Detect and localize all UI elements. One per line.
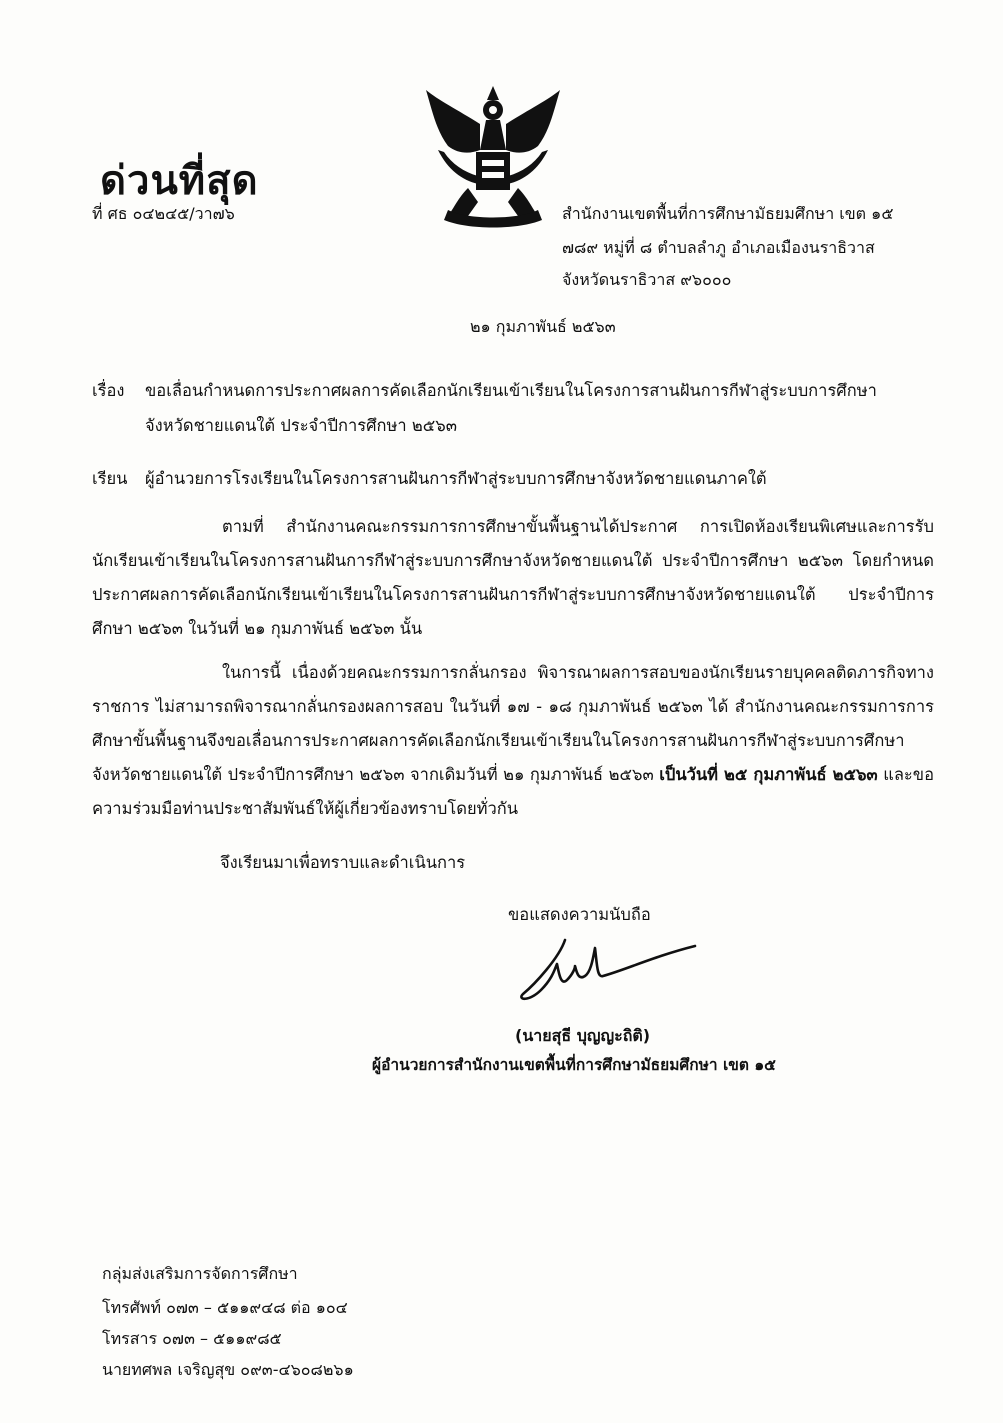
sender-address-line: จังหวัดนราธิวาส ๙๖๐๐๐ xyxy=(562,270,732,289)
new-date-highlight: เป็นวันที่ ๒๕ กุมภาพันธ์ ๒๕๖๓ xyxy=(659,765,878,784)
urgency-stamp: ด่วนที่สุด xyxy=(100,158,259,204)
footer-fax: โทรสาร ๐๗๓ – ๕๑๑๙๘๕ xyxy=(102,1329,282,1348)
subject-label: เรื่อง xyxy=(92,381,125,400)
sender-address-line: ๗๘๙ หมู่ที่ ๘ ตำบลลำภู อำเภอเมืองนราธิวาส xyxy=(562,238,875,257)
recipient-text: ผู้อำนวยการโรงเรียนในโครงการสานฝันการกีฬาสู่ระบบการศึกษาจังหวัดชายแดนภาคใต้ xyxy=(145,469,767,488)
footer-contact: นายทศพล เจริญสุข ๐๙๓-๔๖๐๘๒๖๑ xyxy=(102,1360,354,1379)
paragraph-2-text: ในการนี้ เนื่องด้วยคณะกรรมการกลั่นกรอง พิจารณาผลการสอบของนักเรียนรายบุคคลติดภารกิจทางราชการ ไม่สามารถพิจารณากลั่นกรองผลการสอบ ในวันที่ ๑๗ - ๑๘ กุมภาพันธ์ ๒๕๖๓ ได้ สำนักงานคณะกรรมการการศึกษาขั้นพื้นฐานจึงขอเลื่อนการประกาศผลการคัดเลือกนักเรียนเข้าเรียนในโครงการสานฝันการกีฬาสู่ระบบการศึกษาจังหวัดชายแดนใต้ ประจำปีการศึกษา ๒๕๖๓ จากเดิมวันที่ ๒๑ กุมภาพันธ์ ๒๕๖๓ xyxy=(92,663,934,784)
recipient-label: เรียน xyxy=(92,469,128,488)
footer-phone: โทรศัพท์ ๐๗๓ – ๕๑๑๙๔๘ ต่อ ๑๐๔ xyxy=(102,1298,348,1317)
closing-line: จึงเรียนมาเพื่อทราบและดำเนินการ xyxy=(220,853,466,872)
subject-line: จังหวัดชายแดนใต้ ประจำปีการศึกษา ๒๕๖๓ xyxy=(145,416,458,435)
signatory-position: ผู้อำนวยการสำนักงานเขตพื้นที่การศึกษามัธยมศึกษา เขต ๑๕ xyxy=(372,1056,776,1074)
handwritten-signature xyxy=(515,928,700,1003)
subject-line: ขอเลื่อนกำหนดการประกาศผลการคัดเลือกนักเรียนเข้าเรียนในโครงการสานฝันการกีฬาสู่ระบบการศึกษา xyxy=(145,381,877,400)
body-paragraph-2 xyxy=(92,656,934,826)
footer-department: กลุ่มส่งเสริมการจัดการศึกษา xyxy=(102,1264,298,1283)
sender-address-line: สำนักงานเขตพื้นที่การศึกษามัธยมศึกษา เขต ๑๕ xyxy=(562,204,894,223)
document-number: ที่ ศธ ๐๔๒๔๕/วา๗๖ xyxy=(92,204,235,223)
letter-date: ๒๑ กุมภาพันธ์ ๒๕๖๓ xyxy=(470,317,616,336)
signatory-name: (นายสุธี บุญญะถิติ) xyxy=(515,1026,651,1045)
regards-line: ขอแสดงความนับถือ xyxy=(508,905,651,924)
garuda-emblem-icon xyxy=(418,80,568,230)
body-paragraph-1: ตามที่ สำนักงานคณะกรรมการการศึกษาขั้นพื้นฐานได้ประกาศ การเปิดห้องเรียนพิเศษและการรับนักเรียนเข้าเรียนในโครงการสานฝันการกีฬาสู่ระบบการศึกษาจังหวัดชายแดนใต้ ประจำปีการศึกษา ๒๕๖๓ โดยกำหนดประกาศผลการคัดเลือกนักเรียนเข้าเรียนในโครงการสานฝันการกีฬาสู่ระบบการศึกษาจังหวัดชายแดนใต้ ประจำปีการศึกษา ๒๕๖๓ ในวันที่ ๒๑ กุมภาพันธ์ ๒๕๖๓ นั้น xyxy=(92,517,934,638)
paragraph-2-tail: และขอความร่วมมือท่านประชาสัมพันธ์ให้ผู้เกี่ยวข้องทราบโดยทั่วกัน xyxy=(92,765,934,818)
